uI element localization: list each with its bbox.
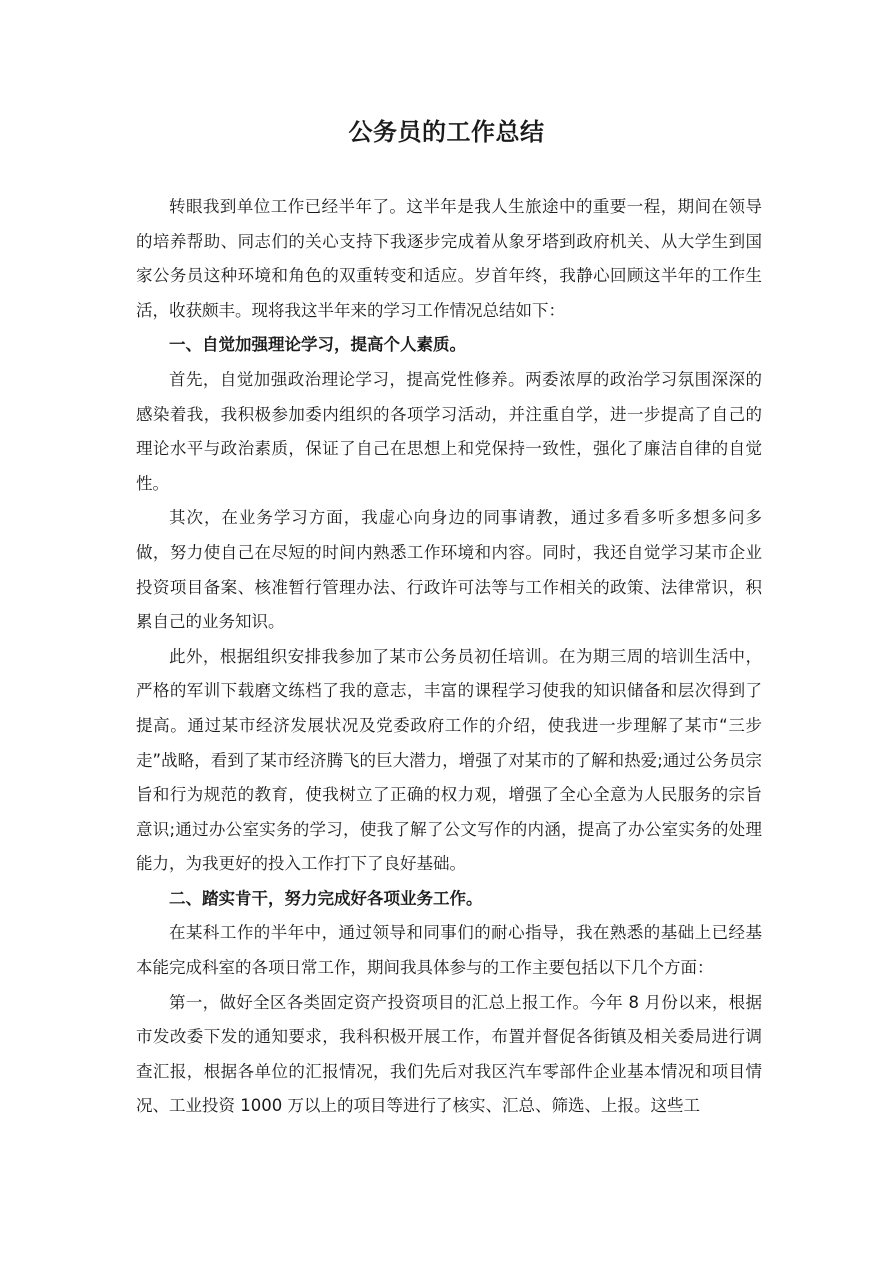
paragraph-theory-study: 首先，自觉加强政治理论学习，提高党性修养。两委浓厚的政治学习氛围深深的感染着我，我积极参加委内组织的各项学习活动，并注重自学，进一步提高了自己的理论水平与政治素质，保证了自己在思想上和党保持一致性，强化了廉洁自律的自觉性。	[136, 369, 762, 493]
document-body	[136, 190, 762, 1124]
section-heading-2: 二、踏实肯干，努力完成好各项业务工作。	[169, 888, 483, 908]
paragraph-business-study: 其次，在业务学习方面，我虚心向身边的同事请教，通过多看多听多想多问多做，努力使自己在尽短的时间内熟悉工作环境和内容。同时，我还自觉学习某市企业投资项目备案、核准暂行管理办法、行政许可法等与工作相关的政策、法律常识，积累自己的业务知识。	[136, 508, 762, 632]
paragraph-training: 此外，根据组织安排我参加了某市公务员初任培训。在为期三周的培训生活中，严格的军训下载磨文练档了我的意志，丰富的课程学习使我的知识储备和层次得到了提高。通过某市经济发展状况及党委政府工作的介绍，使我进一步理解了某市“三步走”战略，看到了某市经济腾飞的巨大潜力，增强了对某市的了解和热爱;通过公务员宗旨和行为规范的教育，使我树立了正确的权力观，增强了全心全意为人民服务的宗旨意识;通过办公室实务的学习，使我了解了公文写作的内涵，提高了办公室实务的处理能力，为我更好的投入工作打下了良好基础。	[136, 646, 762, 874]
document-title: 公务员的工作总结	[348, 118, 545, 146]
section-heading-1: 一、自觉加强理论学习，提高个人素质。	[169, 335, 466, 355]
paragraph-intro: 转眼我到单位工作已经半年了。这半年是我人生旅途中的重要一程，期间在领导的培养帮助、同志们的关心支持下我逐步完成着从象牙塔到政府机关、从大学生到国家公务员这种环境和角色的双重转变和适应。岁首年终，我静心回顾这半年的工作生活，收获颇丰。现将我这半年来的学习工作情况总结如下：	[136, 197, 762, 320]
paragraph-work-first: 第一，做好全区各类固定资产投资项目的汇总上报工作。今年 8 月份以来，根据市发改委下发的通知要求，我科积极开展工作，布置并督促各街镇及相关委局进行调查汇报，根据各单位的汇报情况，我们先后对我区汽车零部件企业基本情况和项目情况、工业投资 1000 万以上的项目等进行了核实、汇总、筛选、上报。这些工	[136, 992, 762, 1116]
paragraph-work-overview: 在某科工作的半年中，通过领导和同事们的耐心指导，我在熟悉的基础上已经基本能完成科室的各项日常工作，期间我具体参与的工作主要包括以下几个方面：	[136, 923, 762, 978]
